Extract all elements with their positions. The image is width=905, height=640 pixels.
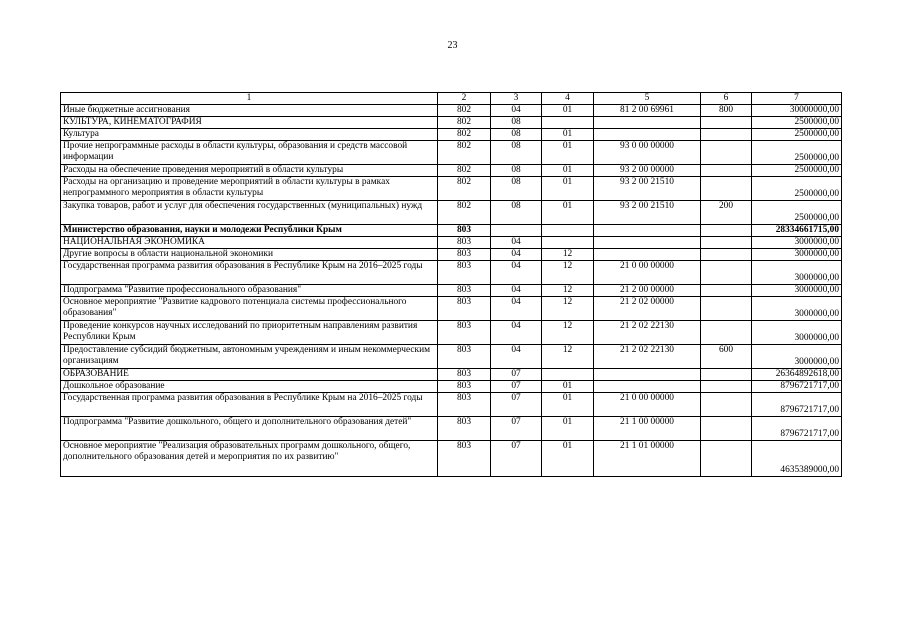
ministry-code-cell: 802	[438, 117, 491, 129]
expense-type-cell	[701, 393, 752, 417]
section-code-cell: 08	[491, 201, 542, 225]
section-code-cell	[491, 225, 542, 237]
target-article-cell: 21 1 01 00000	[594, 441, 701, 477]
table-body	[61, 93, 842, 477]
ministry-code-cell: 803	[438, 393, 491, 417]
table-row	[61, 237, 842, 249]
target-article-cell	[594, 237, 701, 249]
amount-cell: 2500000,00	[752, 201, 842, 225]
subsection-code-cell: 12	[542, 297, 594, 321]
subsection-code-cell: 01	[542, 129, 594, 141]
section-code-cell: 04	[491, 249, 542, 261]
section-code-cell: 07	[491, 369, 542, 381]
target-article-cell: 21 0 00 00000	[594, 261, 701, 285]
ministry-code-cell: 803	[438, 441, 491, 477]
expense-type-cell: 800	[701, 105, 752, 117]
amount-cell: 8796721717,00	[752, 381, 842, 393]
ministry-code-cell: 803	[438, 249, 491, 261]
expense-type-cell	[701, 249, 752, 261]
table-row	[61, 345, 842, 369]
expense-type-cell	[701, 261, 752, 285]
subsection-code-cell: 12	[542, 249, 594, 261]
subsection-code-cell: 12	[542, 261, 594, 285]
target-article-cell: 21 0 00 00000	[594, 393, 701, 417]
section-code-cell: 08	[491, 177, 542, 201]
amount-cell: 2500000,00	[752, 141, 842, 165]
amount-cell: 3000000,00	[752, 285, 842, 297]
target-article-cell	[594, 117, 701, 129]
header-row	[61, 93, 842, 105]
table-row	[61, 321, 842, 345]
section-code-cell: 08	[491, 117, 542, 129]
target-article-cell: 21 2 02 22130	[594, 345, 701, 369]
ministry-code-cell: 803	[438, 369, 491, 381]
target-article-cell: 81 2 00 69961	[594, 105, 701, 117]
target-article-cell	[594, 129, 701, 141]
amount-cell: 30000000,00	[752, 105, 842, 117]
header-cell: 4	[542, 93, 594, 105]
target-article-cell: 21 2 00 00000	[594, 285, 701, 297]
section-code-cell: 04	[491, 105, 542, 117]
item-name-cell: Основное мероприятие "Реализация образовательных программ дошкольного, общего, дополнительного образования детей и мероприятия по их развитию"	[61, 441, 438, 477]
subsection-code-cell: 01	[542, 141, 594, 165]
subsection-code-cell: 01	[542, 105, 594, 117]
expense-type-cell	[701, 417, 752, 441]
amount-cell: 28334661715,00	[752, 225, 842, 237]
section-code-cell: 04	[491, 285, 542, 297]
amount-cell: 3000000,00	[752, 237, 842, 249]
table-row	[61, 225, 842, 237]
section-code-cell: 07	[491, 381, 542, 393]
amount-cell: 2500000,00	[752, 117, 842, 129]
table-row	[61, 249, 842, 261]
expense-type-cell	[701, 285, 752, 297]
expense-type-cell	[701, 129, 752, 141]
expense-type-cell	[701, 225, 752, 237]
expense-type-cell: 600	[701, 345, 752, 369]
subsection-code-cell	[542, 237, 594, 249]
expense-type-cell	[701, 369, 752, 381]
subsection-code-cell: 12	[542, 321, 594, 345]
section-code-cell: 08	[491, 129, 542, 141]
section-code-cell: 04	[491, 321, 542, 345]
section-code-cell: 04	[491, 297, 542, 321]
expense-type-cell	[701, 177, 752, 201]
amount-cell: 3000000,00	[752, 297, 842, 321]
ministry-code-cell: 803	[438, 321, 491, 345]
item-name-cell: Прочие непрограммные расходы в области культуры, образования и средств массовой информации	[61, 141, 438, 165]
ministry-code-cell: 802	[438, 201, 491, 225]
subsection-code-cell: 01	[542, 441, 594, 477]
ministry-code-cell: 802	[438, 177, 491, 201]
section-code-cell: 08	[491, 141, 542, 165]
amount-cell: 8796721717,00	[752, 417, 842, 441]
item-name-cell: Расходы на организацию и проведение мероприятий в области культуры в рамках непрограммного мероприятия в области культуры	[61, 177, 438, 201]
target-article-cell: 93 2 00 21510	[594, 201, 701, 225]
item-name-cell: Государственная программа развития образования в Республике Крым на 2016–2025 годы	[61, 393, 438, 417]
ministry-code-cell: 803	[438, 417, 491, 441]
table-row	[61, 441, 842, 477]
ministry-code-cell: 802	[438, 141, 491, 165]
target-article-cell: 93 2 00 21510	[594, 177, 701, 201]
section-code-cell: 04	[491, 345, 542, 369]
table-row	[61, 165, 842, 177]
amount-cell: 4635389000,00	[752, 441, 842, 477]
amount-cell: 2500000,00	[752, 177, 842, 201]
target-article-cell: 93 0 00 00000	[594, 141, 701, 165]
target-article-cell: 21 2 02 22130	[594, 321, 701, 345]
subsection-code-cell	[542, 225, 594, 237]
target-article-cell	[594, 225, 701, 237]
item-name-cell: Государственная программа развития образования в Республике Крым на 2016–2025 годы	[61, 261, 438, 285]
subsection-code-cell: 01	[542, 393, 594, 417]
ministry-code-cell: 803	[438, 297, 491, 321]
target-article-cell	[594, 369, 701, 381]
item-name-cell: Предоставление субсидий бюджетным, автономным учреждениям и иным некоммерческим организациям	[61, 345, 438, 369]
expense-type-cell	[701, 165, 752, 177]
target-article-cell: 93 2 00 00000	[594, 165, 701, 177]
subsection-code-cell: 01	[542, 165, 594, 177]
amount-cell: 3000000,00	[752, 249, 842, 261]
page-number: 23	[447, 40, 458, 51]
table-row	[61, 129, 842, 141]
target-article-cell: 21 2 02 00000	[594, 297, 701, 321]
table-row	[61, 117, 842, 129]
subsection-code-cell: 01	[542, 201, 594, 225]
amount-cell: 3000000,00	[752, 345, 842, 369]
item-name-cell: Культура	[61, 129, 438, 141]
section-code-cell: 07	[491, 417, 542, 441]
table-row	[61, 417, 842, 441]
amount-cell: 2500000,00	[752, 165, 842, 177]
subsection-code-cell	[542, 369, 594, 381]
item-name-cell: Проведение конкурсов научных исследований по приоритетным направлениям развития Республики Крым	[61, 321, 438, 345]
item-name-cell: КУЛЬТУРА, КИНЕМАТОГРАФИЯ	[61, 117, 438, 129]
subsection-code-cell: 12	[542, 345, 594, 369]
item-name-cell: Расходы на обеспечение проведения мероприятий в области культуры	[61, 165, 438, 177]
item-name-cell: Подпрограмма "Развитие дошкольного, общего и дополнительного образования детей"	[61, 417, 438, 441]
amount-cell: 3000000,00	[752, 321, 842, 345]
subsection-code-cell	[542, 117, 594, 129]
table-row	[61, 381, 842, 393]
amount-cell: 3000000,00	[752, 261, 842, 285]
table-row	[61, 285, 842, 297]
item-name-cell: Дошкольное образование	[61, 381, 438, 393]
expense-type-cell	[701, 441, 752, 477]
header-cell: 5	[594, 93, 701, 105]
expense-type-cell	[701, 381, 752, 393]
subsection-code-cell: 01	[542, 417, 594, 441]
expense-type-cell	[701, 321, 752, 345]
item-name-cell: Министерство образования, науки и молодежи Республики Крым	[61, 225, 438, 237]
subsection-code-cell: 01	[542, 381, 594, 393]
amount-cell: 26364892618,00	[752, 369, 842, 381]
expense-type-cell: 200	[701, 201, 752, 225]
section-code-cell: 04	[491, 261, 542, 285]
item-name-cell: Основное мероприятие "Развитие кадрового потенциала системы профессионального образования"	[61, 297, 438, 321]
target-article-cell	[594, 249, 701, 261]
table-row	[61, 141, 842, 165]
table-row	[61, 177, 842, 201]
section-code-cell: 07	[491, 393, 542, 417]
item-name-cell: Другие вопросы в области национальной экономики	[61, 249, 438, 261]
section-code-cell: 04	[491, 237, 542, 249]
header-cell: 3	[491, 93, 542, 105]
table-row	[61, 393, 842, 417]
item-name-cell: Иные бюджетные ассигнования	[61, 105, 438, 117]
header-cell: 1	[61, 93, 438, 105]
expense-type-cell	[701, 117, 752, 129]
item-name-cell: ОБРАЗОВАНИЕ	[61, 369, 438, 381]
table-row	[61, 261, 842, 285]
amount-cell: 2500000,00	[752, 129, 842, 141]
ministry-code-cell: 803	[438, 381, 491, 393]
target-article-cell: 21 1 00 00000	[594, 417, 701, 441]
table-row	[61, 105, 842, 117]
header-cell: 2	[438, 93, 491, 105]
ministry-code-cell: 802	[438, 129, 491, 141]
ministry-code-cell: 803	[438, 261, 491, 285]
budget-table	[60, 92, 842, 477]
ministry-code-cell: 803	[438, 345, 491, 369]
section-code-cell: 08	[491, 165, 542, 177]
subsection-code-cell: 12	[542, 285, 594, 297]
header-cell: 6	[701, 93, 752, 105]
item-name-cell: НАЦИОНАЛЬНАЯ ЭКОНОМИКА	[61, 237, 438, 249]
ministry-code-cell: 803	[438, 237, 491, 249]
ministry-code-cell: 803	[438, 285, 491, 297]
expense-type-cell	[701, 141, 752, 165]
expense-type-cell	[701, 237, 752, 249]
ministry-code-cell: 802	[438, 105, 491, 117]
table-row	[61, 297, 842, 321]
table-row	[61, 369, 842, 381]
section-code-cell: 07	[491, 441, 542, 477]
expense-type-cell	[701, 297, 752, 321]
table-row	[61, 201, 842, 225]
ministry-code-cell: 802	[438, 165, 491, 177]
subsection-code-cell: 01	[542, 177, 594, 201]
item-name-cell: Закупка товаров, работ и услуг для обеспечения государственных (муниципальных) нужд	[61, 201, 438, 225]
header-cell: 7	[752, 93, 842, 105]
amount-cell: 8796721717,00	[752, 393, 842, 417]
item-name-cell: Подпрограмма "Развитие профессионального образования"	[61, 285, 438, 297]
target-article-cell	[594, 381, 701, 393]
ministry-code-cell: 803	[438, 225, 491, 237]
